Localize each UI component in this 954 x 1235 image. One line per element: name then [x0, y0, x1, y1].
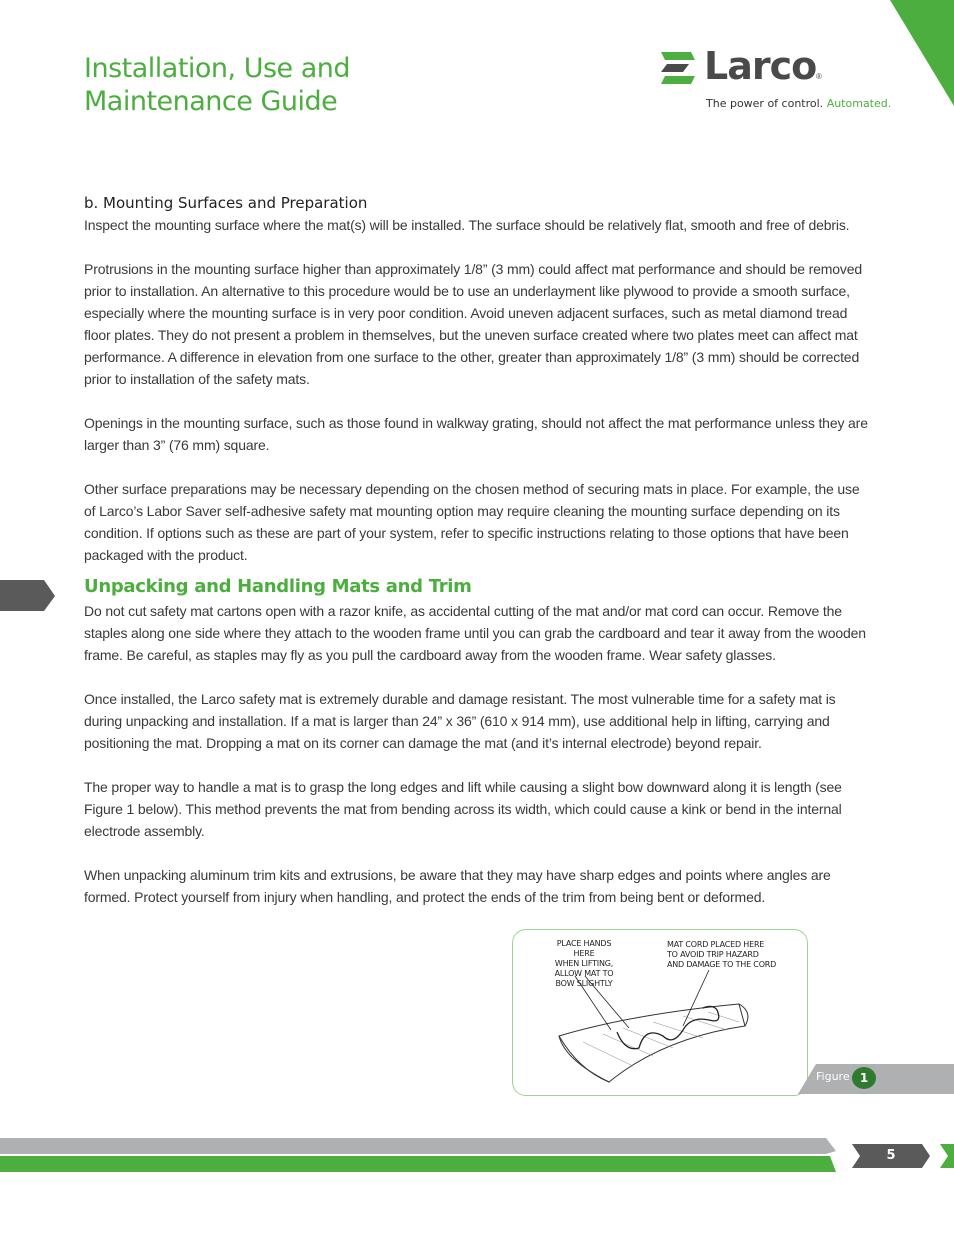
paragraph: Protrusions in the mounting surface higher than approximately 1/8” (3 mm) could affect mat performance and should be removed prior to installation. An alternative to this procedure would be to use an underlayment like plywood to provide a smooth surface, especially where the mounting surface is in very poor condition. Avoid uneven adjacent surfaces, such as metal diamond tread floor plates. They do not present a problem in themselves, but the uneven surface created where two plates meet can affect mat performance. A difference in elevation from one surface to the other, greater than approximately 1/8” (3 mm) should be corrected prior to installation of the safety mats.	[84, 261, 862, 387]
tagline-accent: Automated.	[826, 97, 892, 110]
document-title	[84, 52, 504, 118]
footer-bars	[0, 1136, 954, 1176]
section-unpacking-heading: Unpacking and Handling Mats and Trim	[84, 576, 472, 597]
tagline	[706, 97, 891, 110]
page-number: 5	[886, 1148, 896, 1163]
logo-registered-mark: ®	[816, 72, 822, 81]
paragraph: Inspect the mounting surface where the mat(s) will be installed. The surface should be relatively flat, smooth and free of debris.	[84, 217, 850, 233]
paragraph: When unpacking aluminum trim kits and extrusions, be aware that they may have sharp edges and points where angles are formed. Protect yourself from injury when handling, and protect the ends of the trim from being bent or deformed.	[84, 867, 831, 905]
paragraph: Openings in the mounting surface, such as those found in walkway grating, should not affect the mat performance unless they are larger than 3” (76 mm) square.	[84, 415, 868, 453]
main-content	[84, 192, 874, 908]
tagline-main: The power of control.	[706, 97, 824, 110]
figure-label-cord: MAT CORD PLACED HERE TO AVOID TRIP HAZARD AND DAMAGE TO THE CORD	[667, 940, 777, 969]
paragraph: Do not cut safety mat cartons open with a razor knife, as accidental cutting of the mat and/or mat cord can occur. Remove the staples along one side where they attach to the wooden frame until you can grab the cardboard and tear it away from the wooden frame. Be careful, as staples may fly as you pull the cardboard away from the wooden frame. Wear safety glasses.	[84, 603, 866, 663]
paragraph: Once installed, the Larco safety mat is extremely durable and damage resistant. The most vulnerable time for a safety mat is during unpacking and installation. If a mat is larger than 24” x 36” (610 x 914 mm), use additional help in lifting, carrying and positioning the mat. Dropping a mat on its corner can damage the mat (and it’s internal electrode) beyond repair.	[84, 691, 836, 751]
section-b-heading: b. Mounting Surfaces and Preparation	[84, 194, 368, 212]
title-line-2: Maintenance Guide	[84, 86, 338, 117]
title-line-1: Installation, Use and	[84, 53, 351, 84]
figure-1-illustration	[512, 929, 808, 1096]
figure-caption-word: Figure	[816, 1070, 850, 1083]
larco-logo-icon	[661, 52, 695, 84]
logo-wordmark: Larco	[704, 44, 817, 88]
figure-caption-number: 1	[852, 1067, 876, 1089]
figure-label-hands: PLACE HANDS HERE WHEN LIFTING, ALLOW MAT TO BOW SLIGHTLY	[554, 939, 614, 988]
mat-drawing	[513, 930, 807, 1095]
paragraph: The proper way to handle a mat is to grasp the long edges and lift while causing a slight bow downward along it is length (see Figure 1 below). This method prevents the mat from bending across its width, which could cause a kink or bend in the internal electrode assembly.	[84, 779, 842, 839]
paragraph: Other surface preparations may be necessary depending on the chosen method of securing mats in place. For example, the use of Larco’s Labor Saver self-adhesive safety mat mounting option may require cleaning the mounting surface depending on its condition. If options such as these are part of your system, refer to specific instructions relating to those options that have been packaged with the product.	[84, 481, 860, 563]
side-tab-marker	[0, 580, 56, 612]
